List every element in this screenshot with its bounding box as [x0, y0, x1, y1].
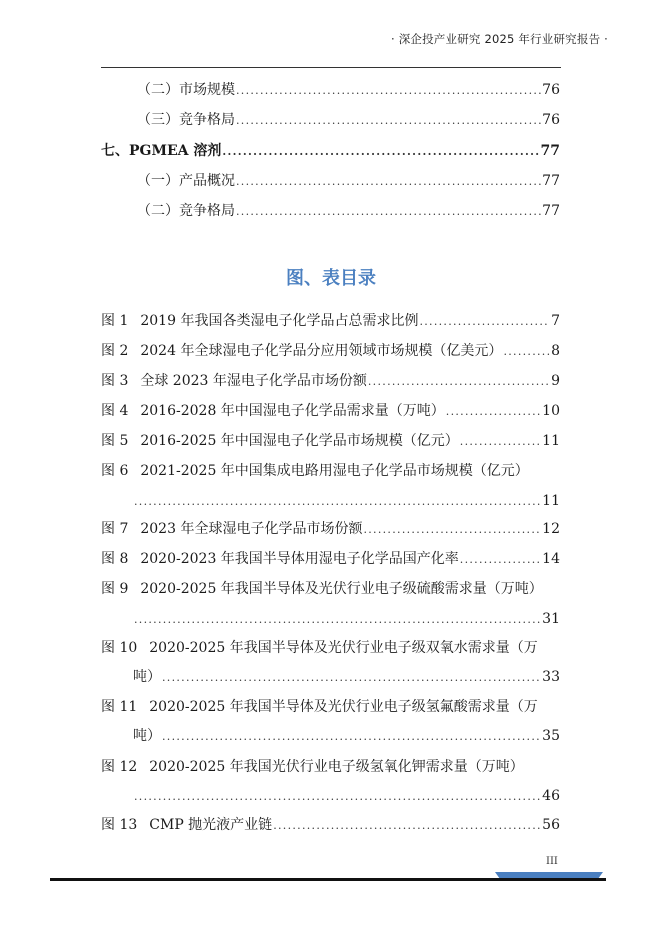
- toc-entry-label: （二）市场规模: [137, 82, 235, 98]
- footer-rule: [50, 878, 606, 881]
- running-header: · 深企投产业研究 2025 年行业研究报告 ·: [391, 32, 608, 46]
- toc-leader-dots: [134, 493, 541, 511]
- figure-entry-line1[interactable]: [101, 698, 538, 716]
- figure-page: 11: [542, 493, 560, 509]
- figure-entry[interactable]: [101, 342, 560, 361]
- figure-page: 12: [542, 521, 560, 537]
- figure-entry-line2[interactable]: [133, 492, 560, 511]
- toc-entry[interactable]: [137, 81, 560, 100]
- figure-entry[interactable]: [101, 816, 560, 835]
- toc-entry-page: 76: [542, 82, 560, 98]
- figure-page: 11: [542, 433, 560, 449]
- figure-number: 图 1: [101, 313, 129, 329]
- toc-entry-label: （二）竞争格局: [137, 203, 235, 219]
- figure-entry[interactable]: [101, 372, 560, 391]
- toc-entry-label: （一）产品概况: [137, 173, 235, 189]
- figure-page: 46: [542, 788, 560, 804]
- figure-title-cont: 吨）: [133, 669, 161, 685]
- figure-page: 56: [542, 817, 560, 833]
- figure-number: 图 8: [101, 551, 129, 567]
- figure-number: 图 7: [101, 521, 129, 537]
- toc-entry-page: 77: [542, 203, 560, 219]
- figure-page: 33: [542, 669, 560, 685]
- toc-leader-dots: [446, 403, 541, 421]
- toc-entry-page: 77: [540, 143, 560, 159]
- figure-title: 2020-2025 年我国半导体及光伏行业电子级氢氟酸需求量（万: [149, 699, 538, 715]
- figure-page: 8: [551, 343, 560, 359]
- figure-title: 2023 年全球湿电子化学品市场份额: [140, 521, 363, 537]
- toc-leader-dots: [162, 669, 541, 687]
- toc-entry-page: 77: [542, 173, 560, 189]
- figure-page: 14: [542, 551, 560, 567]
- figure-page: 31: [542, 611, 560, 627]
- toc-leader-dots: [460, 433, 541, 451]
- toc-leader-dots: [236, 203, 541, 221]
- toc-leader-dots: [134, 611, 541, 629]
- figure-title: CMP 抛光液产业链: [149, 817, 273, 833]
- toc-leader-dots: [134, 788, 541, 806]
- figure-title: 2020-2025 年我国光伏行业电子级氢氧化钾需求量（万吨）: [149, 759, 524, 775]
- figure-entry-line1[interactable]: [101, 639, 538, 657]
- toc-chapter-entry[interactable]: [101, 142, 560, 161]
- figure-title: 2020-2025 年我国半导体及光伏行业电子级硫酸需求量（万吨）: [140, 581, 543, 597]
- toc-leader-dots: [460, 551, 541, 569]
- toc-leader-dots: [419, 313, 550, 331]
- figure-entry-line1[interactable]: [101, 758, 524, 776]
- figure-entry-line2[interactable]: [133, 668, 560, 687]
- figure-number: 图 10: [101, 640, 138, 656]
- toc-entry[interactable]: [137, 111, 560, 130]
- figure-title: 2024 年全球湿电子化学品分应用领域市场规模（亿美元）: [140, 343, 503, 359]
- figure-title: 2016-2025 年中国湿电子化学品市场规模（亿元）: [140, 433, 459, 449]
- figure-title-cont: 吨）: [133, 728, 161, 744]
- figure-page: 35: [542, 728, 560, 744]
- toc-entry-label: （三）竞争格局: [137, 112, 235, 128]
- figure-number: 图 4: [101, 403, 129, 419]
- figure-entry[interactable]: [101, 402, 560, 421]
- figure-title: 2021-2025 年中国集成电路用湿电子化学品市场规模（亿元）: [140, 463, 529, 479]
- toc-leader-dots: [503, 343, 550, 361]
- figure-number: 图 13: [101, 817, 138, 833]
- figures-list-title: 图、表目录: [286, 268, 376, 289]
- figure-entry-line2[interactable]: [133, 610, 560, 629]
- figure-page: 7: [551, 313, 560, 329]
- figure-title: 2019 年我国各类湿电子化学品占总需求比例: [140, 313, 419, 329]
- toc-leader-dots: [162, 728, 541, 746]
- figure-title: 2020-2023 年我国半导体用湿电子化学品国产化率: [140, 551, 459, 567]
- toc-entry[interactable]: [137, 172, 560, 191]
- figure-number: 图 3: [101, 373, 129, 389]
- figure-number: 图 12: [101, 759, 138, 775]
- figure-number: 图 5: [101, 433, 129, 449]
- toc-leader-dots: [368, 373, 550, 391]
- figure-title: 2016-2028 年中国湿电子化学品需求量（万吨）: [140, 403, 445, 419]
- figure-entry[interactable]: [101, 550, 560, 569]
- toc-leader-dots: [236, 112, 541, 130]
- figure-entry-line1[interactable]: [101, 580, 543, 598]
- figure-entry-line2[interactable]: [133, 727, 560, 746]
- toc-leader-dots: [222, 143, 539, 161]
- figure-entry[interactable]: [101, 432, 560, 451]
- figure-number: 图 2: [101, 343, 129, 359]
- figure-entry[interactable]: [101, 312, 560, 331]
- figure-page: 9: [551, 373, 560, 389]
- page-number: III: [546, 856, 558, 867]
- figure-number: 图 6: [101, 463, 129, 479]
- figure-entry-line1[interactable]: [101, 462, 529, 480]
- figure-number: 图 9: [101, 581, 129, 597]
- figure-number: 图 11: [101, 699, 138, 715]
- figure-entry[interactable]: [101, 520, 560, 539]
- figure-title: 全球 2023 年湿电子化学品市场份额: [140, 373, 367, 389]
- header-divider: [101, 67, 561, 68]
- toc-entry[interactable]: [137, 202, 560, 221]
- toc-leader-dots: [363, 521, 541, 539]
- toc-entry-page: 76: [542, 112, 560, 128]
- figure-page: 10: [542, 403, 560, 419]
- figure-entry-line2[interactable]: [133, 787, 560, 806]
- toc-leader-dots: [236, 173, 541, 191]
- figure-title: 2020-2025 年我国半导体及光伏行业电子级双氧水需求量（万: [149, 640, 538, 656]
- toc-entry-label: 七、PGMEA 溶剂: [101, 143, 222, 159]
- toc-leader-dots: [236, 82, 541, 100]
- toc-leader-dots: [273, 817, 541, 835]
